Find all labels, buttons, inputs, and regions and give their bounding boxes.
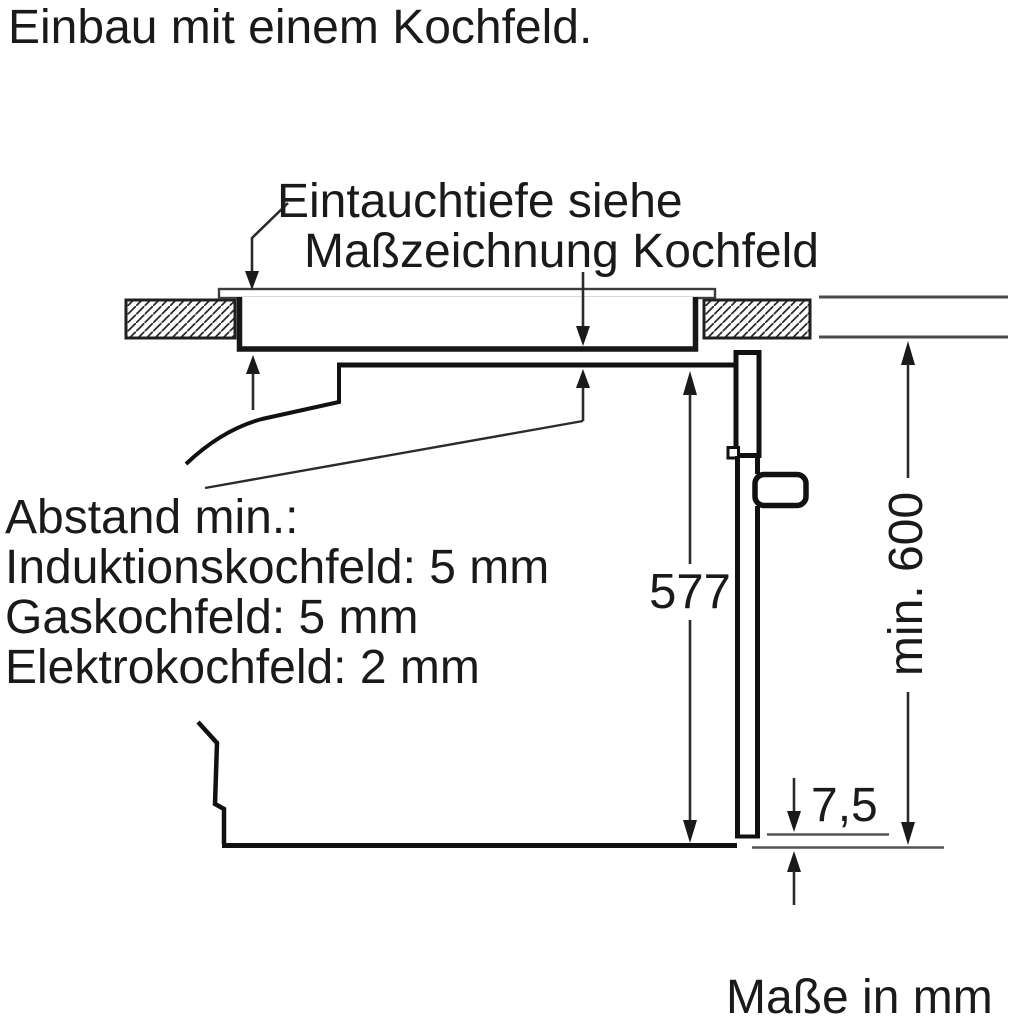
callout-eintauchtiefe-line1: Eintauchtiefe siehe	[277, 175, 683, 228]
worktop-right-section	[704, 300, 810, 338]
dim-label-min600: min. 600	[880, 491, 933, 677]
callout-abstand-induction: Induktionskochfeld: 5 mm	[5, 541, 550, 594]
cooktop-tub	[240, 297, 696, 349]
page-title: Einbau mit einem Kochfeld.	[8, 1, 593, 54]
abstand-leader	[205, 421, 583, 488]
door-handle	[755, 475, 806, 506]
callout-abstand-block	[5, 492, 549, 692]
worktop-continuation-lines	[819, 297, 1008, 337]
callout-abstand-gas: Gaskochfeld: 5 mm	[5, 591, 419, 644]
callout-abstand-heading: Abstand min.:	[5, 491, 299, 544]
worktop-left-section	[126, 300, 235, 338]
callout-eintauchtiefe-line2: Maßzeichnung Kochfeld	[304, 225, 819, 278]
dim-label-75: 7,5	[811, 779, 878, 832]
dim-label-577: 577	[649, 565, 731, 619]
callout-abstand-electric: Elektrokochfeld: 2 mm	[5, 641, 480, 694]
cooktop-lip	[219, 289, 715, 298]
units-note: Maße in mm	[726, 971, 993, 1024]
